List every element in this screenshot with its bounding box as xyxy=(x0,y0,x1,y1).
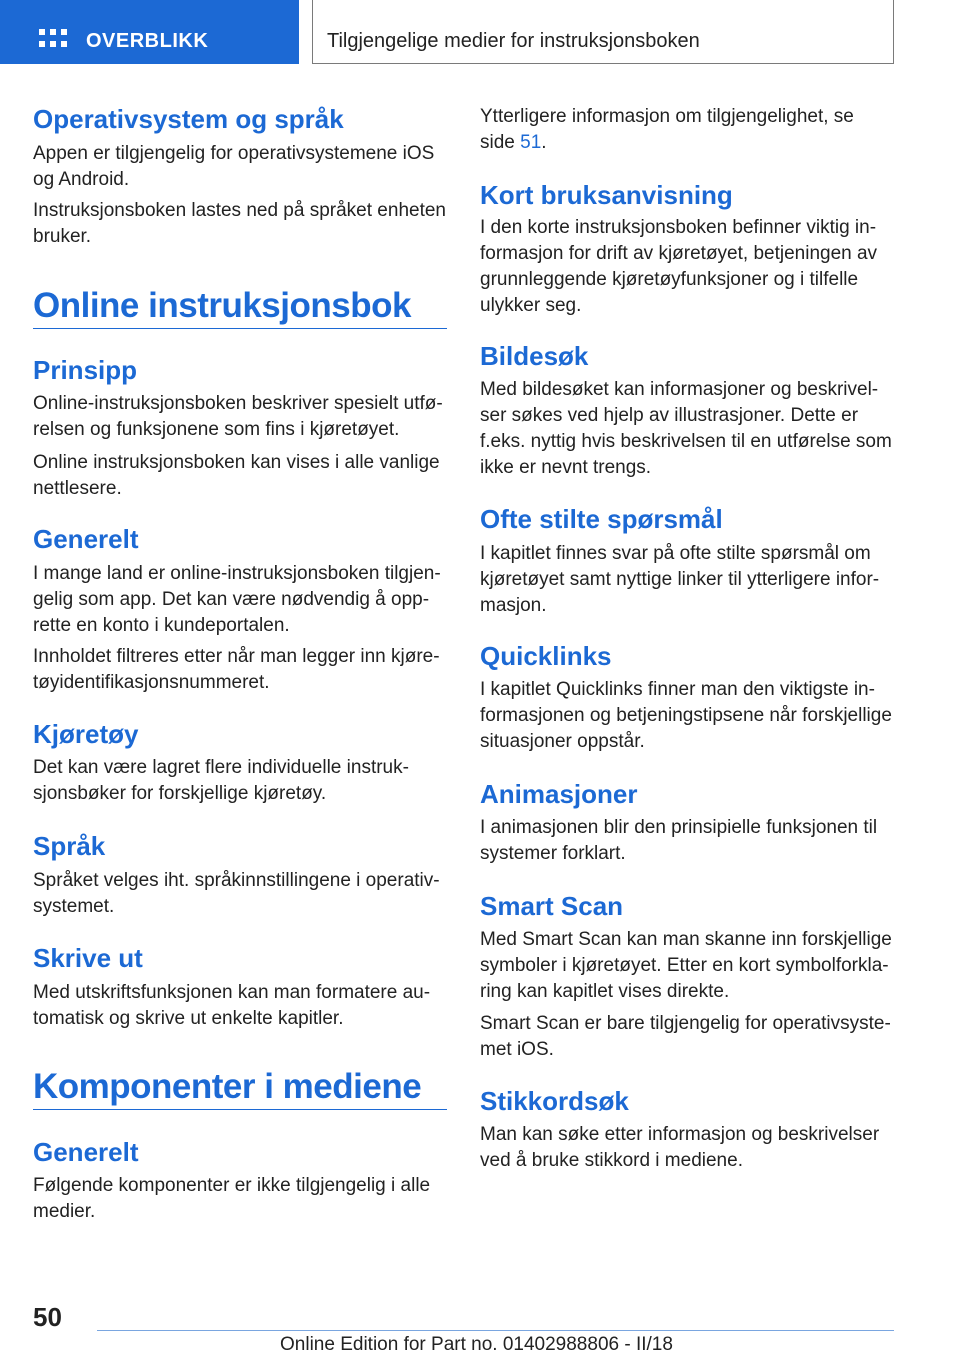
paragraph: Online-instruksjonsboken beskriver spesielt utfø- relsen og funksjonene som fins i kjøretøyet. xyxy=(33,393,443,440)
paragraph: I kapitlet Quicklinks finner man den viktigste in- formasjonen og betjeningstipsene når forskjellige situasjoner oppstår. xyxy=(480,679,892,752)
section-heading-kjoretoy: Kjøretøy xyxy=(33,719,139,749)
paragraph: Instruksjonsboken lastes ned på språket enheten bruker. xyxy=(33,200,446,247)
intro-text: Ytterligere informasjon om tilgjengelighet, se xyxy=(480,106,854,127)
paragraph: Innholdet filtreres etter når man legger inn kjøre- tøyidentifikasjonsnummeret. xyxy=(33,646,440,693)
section-heading-os: Operativsystem og språk xyxy=(33,104,344,134)
section-heading-quicklinks: Quicklinks xyxy=(480,641,612,671)
section-heading-prinsipp: Prinsipp xyxy=(33,355,138,385)
section-heading-generelt: Generelt xyxy=(33,524,139,554)
heading-rule xyxy=(33,1109,447,1110)
section-heading-smart-scan: Smart Scan xyxy=(480,891,624,921)
paragraph: I mange land er online-instruksjonsboken tilgjen- gelig som app. Det kan være nødvendig å opp- rette en konto i kundeportalen. xyxy=(33,563,441,636)
paragraph: Med bildesøket kan informasjoner og beskrivel- ser søkes ved hjelp av illustrasjoner. Dette er f.eks. nyttig hvis beskrivelsen til en utførelse som ikke er nevnt trengs. xyxy=(480,379,892,478)
edition-footer: Online Edition for Part no. 01402988806 - II/18 xyxy=(280,1334,673,1355)
section-heading-skrive: Skrive ut xyxy=(33,943,143,973)
paragraph: Følgende komponenter er ikke tilgjengelig i alle medier. xyxy=(33,1175,431,1222)
section-heading-ofte: Ofte stilte spørsmål xyxy=(480,504,723,534)
chapter-heading-komponenter: Komponenter i mediene xyxy=(33,1067,422,1106)
paragraph: I den korte instruksjonsboken befinner viktig in- formasjon for drift av kjøretøyet, betjeningen av grunnleggende kjøretøyfunksjoner og i tilfelle ulykker seg. xyxy=(480,217,878,316)
page-number: 50 xyxy=(33,1302,62,1332)
paragraph: Med Smart Scan kan man skanne inn forskjellige symboler i kjøretøyet. Etter en kort symbolforkla- ring kan kapitlet vises direkte. xyxy=(480,929,892,1002)
chapter-heading-online: Online instruksjonsbok xyxy=(33,286,411,325)
heading-rule xyxy=(33,328,447,329)
intro-text: side xyxy=(480,132,521,153)
section-heading-stikkordsok: Stikkordsøk xyxy=(480,1086,629,1116)
paragraph: Online instruksjonsboken kan vises i alle vanlige nettlesere. xyxy=(33,452,440,499)
top-bar xyxy=(0,0,960,66)
paragraph xyxy=(480,104,854,156)
chapter-title: Tilgjengelige medier for instruksjonsboken xyxy=(327,30,700,52)
section-heading-sprak: Språk xyxy=(33,831,106,861)
footer-rule xyxy=(97,1330,894,1331)
section-heading-animasjoner: Animasjoner xyxy=(480,779,638,809)
overview-tab-label: OVERBLIKK xyxy=(86,30,209,52)
paragraph: Med utskriftsfunksjonen kan man formatere au- tomatisk og skrive ut enkelte kapitler. xyxy=(33,982,431,1029)
overview-tab[interactable] xyxy=(0,0,299,64)
paragraph: Språket velges iht. språkinnstillingene i operativ- systemet. xyxy=(33,870,440,917)
page-link[interactable]: 51 xyxy=(520,132,542,153)
paragraph: Man kan søke etter informasjon og beskrivelser ved å bruke stikkord i mediene. xyxy=(480,1124,880,1171)
paragraph: I kapitlet finnes svar på ofte stilte spørsmål om kjøretøyet samt nyttige linker til ytterligere infor- masjon. xyxy=(480,543,880,616)
section-heading-bildesok: Bildesøk xyxy=(480,341,589,371)
paragraph: Appen er tilgjengelig for operativsystemene iOS og Android. xyxy=(33,143,435,190)
paragraph: Smart Scan er bare tilgjengelig for operativsyste- met iOS. xyxy=(480,1013,891,1060)
paragraph: Det kan være lagret flere individuelle instruk- sjonsbøker for forskjellige kjøretøy. xyxy=(33,757,409,804)
grid-icon xyxy=(39,29,67,51)
chapter-title-tab xyxy=(312,0,894,64)
section-heading-generelt-2: Generelt xyxy=(33,1137,139,1167)
paragraph: I animasjonen blir den prinsipielle funksjonen til systemer forklart. xyxy=(480,817,878,864)
section-heading-kort: Kort bruksanvisning xyxy=(480,180,733,210)
intro-text: . xyxy=(541,132,547,153)
